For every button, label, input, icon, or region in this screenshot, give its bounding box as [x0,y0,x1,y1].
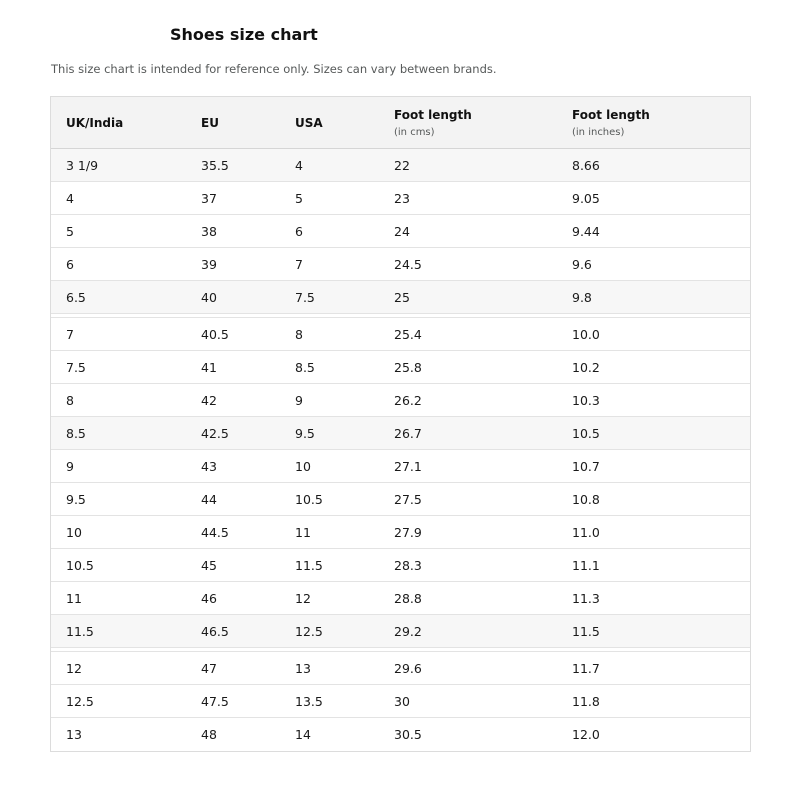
table-cell: 9 [295,392,303,408]
table-cell: 9.6 [572,256,592,272]
table-row [51,549,750,582]
table-row [51,384,750,417]
table-cell: 47 [201,660,217,676]
table-cell: 40 [201,289,217,305]
table-row [51,516,750,549]
table-cell: 8.66 [572,157,600,173]
table-cell: 11.5 [66,623,94,639]
table-cell: 5 [66,223,74,239]
table-cell: 10.8 [572,491,600,507]
table-cell: 9.05 [572,190,600,206]
table-cell: 24 [394,223,410,239]
reference-note: This size chart is intended for reference only. Sizes can vary between brands. [51,62,497,76]
table-row [51,652,750,685]
header-label: Foot length [394,107,472,122]
table-cell: 42 [201,392,217,408]
table-cell: 30 [394,693,410,709]
table-cell: 39 [201,256,217,272]
table-cell: 27.5 [394,491,422,507]
table-cell: 12.5 [66,693,94,709]
table-cell: 14 [295,727,311,742]
table-row [51,582,750,615]
table-cell: 10.2 [572,359,600,375]
table-cell: 9 [66,458,74,474]
table-cell: 4 [66,190,74,206]
table-cell: 12.5 [295,623,323,639]
table-cell: 6 [66,256,74,272]
table-cell: 11.5 [572,623,600,639]
table-row [51,450,750,483]
table-cell: 23 [394,190,410,206]
table-cell: 25 [394,289,410,305]
header-cell [572,108,750,138]
table-cell: 48 [201,727,217,742]
table-row [51,149,750,182]
header-label: Foot length [572,107,650,122]
table-row [51,281,750,314]
table-cell: 35.5 [201,157,229,173]
table-cell: 38 [201,223,217,239]
table-cell: 13 [295,660,311,676]
table-cell: 43 [201,458,217,474]
table-row [51,351,750,384]
header-cell [201,116,295,130]
table-cell: 26.7 [394,425,422,441]
table-cell: 30.5 [394,727,422,742]
table-cell: 7 [295,256,303,272]
header-label: EU [201,115,219,130]
table-cell: 10 [66,524,82,540]
table-cell: 25.4 [394,326,422,342]
table-cell: 25.8 [394,359,422,375]
table-cell: 41 [201,359,217,375]
table-row [51,483,750,516]
table-cell: 5 [295,190,303,206]
table-cell: 24.5 [394,256,422,272]
table-row [51,718,750,751]
table-cell: 8 [66,392,74,408]
table-cell: 11.5 [295,557,323,573]
header-cell [51,116,201,130]
table-cell: 11.3 [572,590,600,606]
header-label: USA [295,115,323,130]
table-cell: 8.5 [66,425,86,441]
table-cell: 10.3 [572,392,600,408]
table-body [51,149,750,751]
table-cell: 44 [201,491,217,507]
table-cell: 11.0 [572,524,600,540]
table-cell: 6 [295,223,303,239]
table-cell: 6.5 [66,289,86,305]
page-title: Shoes size chart [170,25,318,44]
table-row [51,182,750,215]
table-row [51,685,750,718]
table-cell: 12 [295,590,311,606]
header-unit: (in cms) [394,126,435,138]
table-cell: 46 [201,590,217,606]
table-cell: 8 [295,326,303,342]
table-cell: 10 [295,458,311,474]
table-cell: 40.5 [201,326,229,342]
table-row [51,318,750,351]
table-cell: 10.5 [66,557,94,573]
table-cell: 26.2 [394,392,422,408]
table-row [51,615,750,648]
table-cell: 9.5 [295,425,315,441]
table-cell: 9.5 [66,491,86,507]
table-cell: 27.1 [394,458,422,474]
table-cell: 13 [66,727,82,742]
table-cell: 10.5 [572,425,600,441]
table-cell: 44.5 [201,524,229,540]
table-cell: 11 [66,590,82,606]
table-cell: 10.0 [572,326,600,342]
table-cell: 29.6 [394,660,422,676]
header-cell [295,116,394,130]
table-cell: 27.9 [394,524,422,540]
table-cell: 13.5 [295,693,323,709]
table-cell: 47.5 [201,693,229,709]
table-cell: 9.44 [572,223,600,239]
table-cell: 7 [66,326,74,342]
table-row [51,215,750,248]
header-label: UK/India [66,115,124,130]
table-cell: 28.8 [394,590,422,606]
table-cell: 37 [201,190,217,206]
table-cell: 8.5 [295,359,315,375]
table-cell: 11 [295,524,311,540]
table-cell: 11.1 [572,557,600,573]
table-cell: 29.2 [394,623,422,639]
table-cell: 4 [295,157,303,173]
table-cell: 28.3 [394,557,422,573]
table-cell: 7.5 [66,359,86,375]
table-cell: 7.5 [295,289,315,305]
table-cell: 45 [201,557,217,573]
table-cell: 10.7 [572,458,600,474]
table-cell: 22 [394,157,410,173]
table-cell: 42.5 [201,425,229,441]
table-row [51,417,750,450]
table-cell: 3 1/9 [66,157,99,173]
header-cell [394,108,572,138]
table-row [51,248,750,281]
table-cell: 9.8 [572,289,592,305]
table-cell: 11.7 [572,660,600,676]
header-unit: (in inches) [572,126,625,138]
table-header [51,97,750,149]
table-cell: 46.5 [201,623,229,639]
size-chart-table [50,96,751,752]
table-cell: 11.8 [572,693,600,709]
table-cell: 12 [66,660,82,676]
table-cell: 10.5 [295,491,323,507]
table-cell: 12.0 [572,727,600,742]
